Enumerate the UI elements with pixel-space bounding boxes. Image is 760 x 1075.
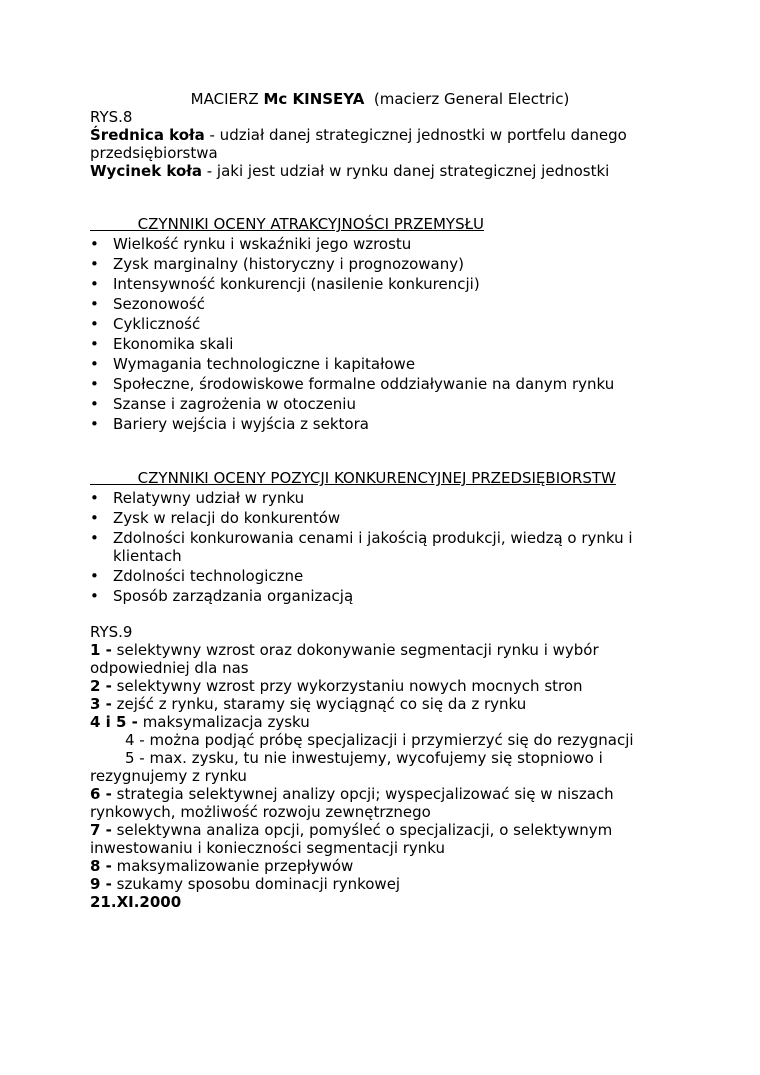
rys9-entry-cont: odpowiedniej dla nas bbox=[90, 659, 249, 677]
position-heading: CZYNNIKI OCENY POZYCJI KONKURENCYJNEJ PRZEDSIĘBIORSTW bbox=[90, 469, 616, 487]
rys9-entry bbox=[90, 677, 583, 695]
rys9-entry bbox=[90, 641, 599, 659]
bullet-icon: • bbox=[90, 489, 99, 507]
rys9-entry bbox=[90, 875, 400, 893]
attractiveness-item-text: Cykliczność bbox=[113, 315, 201, 333]
attractiveness-heading: CZYNNIKI OCENY ATRAKCYJNOŚCI PRZEMYSŁU bbox=[90, 215, 485, 233]
rys9-entry bbox=[90, 785, 614, 803]
attractiveness-item-text: Ekonomika skali bbox=[113, 335, 234, 353]
bullet-icon: • bbox=[90, 275, 99, 293]
entry-number: 7 - bbox=[90, 821, 112, 839]
bullet-icon: • bbox=[90, 355, 99, 373]
attractiveness-item-text: Wielkość rynku i wskaźniki jego wzrostu bbox=[113, 235, 412, 253]
attractiveness-item-text: Zysk marginalny (historyczny i prognozowany) bbox=[113, 255, 464, 273]
entry-number: 9 - bbox=[90, 875, 112, 893]
bullet-icon: • bbox=[90, 395, 99, 413]
srednica-def-cont: przedsiębiorstwa bbox=[90, 144, 218, 162]
rys9-entry bbox=[90, 821, 612, 839]
position-item-text: Sposób zarządzania organizacją bbox=[113, 587, 354, 605]
wycinek-term: Wycinek koła bbox=[90, 162, 202, 180]
rys9-entry-cont: rynkowych, możliwość rozwoju zewnętrznego bbox=[90, 803, 431, 821]
rys9-entry bbox=[90, 857, 353, 875]
bullet-icon: • bbox=[90, 415, 99, 433]
attractiveness-item-text: Społeczne, środowiskowe formalne oddziaływanie na danym rynku bbox=[113, 375, 615, 393]
rys9-sub-4: 4 - można podjąć próbę specjalizacji i przymierzyć się do rezygnacji bbox=[125, 731, 634, 749]
position-item-text: Zysk w relacji do konkurentów bbox=[113, 509, 341, 527]
document-date: 21.XI.2000 bbox=[90, 893, 182, 911]
entry-text: maksymalizowanie przepływów bbox=[111, 857, 354, 875]
wycinek-line bbox=[90, 162, 609, 180]
entry-text: szukamy sposobu dominacji rynkowej bbox=[111, 875, 401, 893]
bullet-icon: • bbox=[90, 529, 99, 547]
rys9-label: RYS.9 bbox=[90, 623, 133, 641]
entry-number: 1 - bbox=[90, 641, 112, 659]
rys9-entry-cont: inwestowaniu i konieczności segmentacji rynku bbox=[90, 839, 446, 857]
position-item-text: Zdolności konkurowania cenami i jakością produkcji, wiedzą o rynku i bbox=[113, 529, 633, 547]
srednica-line bbox=[90, 126, 627, 144]
wycinek-def: - jaki jest udział w rynku danej strategicznej jednostki bbox=[201, 162, 610, 180]
rys8-label: RYS.8 bbox=[90, 108, 133, 126]
rys9-entry bbox=[90, 695, 526, 713]
entry-text: strategia selektywnej analizy opcji; wyspecjalizować się w niszach bbox=[111, 785, 614, 803]
rys9-sub-5: 5 - max. zysku, tu nie inwestujemy, wycofujemy się stopniowo i bbox=[125, 749, 603, 767]
srednica-term: Średnica koła bbox=[90, 126, 205, 144]
entry-number: 4 i 5 - bbox=[90, 713, 138, 731]
entry-number: 6 - bbox=[90, 785, 112, 803]
attractiveness-item-text: Wymagania technologiczne i kapitałowe bbox=[113, 355, 416, 373]
bullet-icon: • bbox=[90, 587, 99, 605]
bullet-icon: • bbox=[90, 509, 99, 527]
entry-text: selektywny wzrost przy wykorzystaniu nowych mocnych stron bbox=[111, 677, 583, 695]
attractiveness-item-text: Bariery wejścia i wyjścia z sektora bbox=[113, 415, 369, 433]
position-item-text: Relatywny udział w rynku bbox=[113, 489, 305, 507]
entry-text: selektywny wzrost oraz dokonywanie segmentacji rynku i wybór bbox=[111, 641, 599, 659]
srednica-def: - udział danej strategicznej jednostki w portfelu danego bbox=[204, 126, 627, 144]
bullet-icon: • bbox=[90, 295, 99, 313]
title-bold: Mc KINSEYA bbox=[263, 90, 365, 108]
page-title bbox=[0, 90, 760, 109]
attractiveness-item-text: Sezonowość bbox=[113, 295, 205, 313]
bullet-icon: • bbox=[90, 235, 99, 253]
bullet-icon: • bbox=[90, 335, 99, 353]
bullet-icon: • bbox=[90, 567, 99, 585]
position-item-text: Zdolności technologiczne bbox=[113, 567, 304, 585]
attractiveness-item-text: Szanse i zagrożenia w otoczeniu bbox=[113, 395, 356, 413]
attractiveness-item-text: Intensywność konkurencji (nasilenie konkurencji) bbox=[113, 275, 480, 293]
entry-text: selektywna analiza opcji, pomyśleć o specjalizacji, o selektywnym bbox=[111, 821, 613, 839]
bullet-icon: • bbox=[90, 375, 99, 393]
bullet-icon: • bbox=[90, 255, 99, 273]
entry-number: 3 - bbox=[90, 695, 112, 713]
rys9-sub-5-cont: rezygnujemy z rynku bbox=[90, 767, 247, 785]
entry-number: 2 - bbox=[90, 677, 112, 695]
rys9-entry bbox=[90, 713, 310, 731]
bullet-icon: • bbox=[90, 315, 99, 333]
title-suffix: (macierz General Electric) bbox=[364, 90, 570, 108]
title-prefix: MACIERZ bbox=[190, 90, 264, 108]
entry-text: maksymalizacja zysku bbox=[137, 713, 310, 731]
position-item-cont: klientach bbox=[113, 547, 182, 565]
entry-number: 8 - bbox=[90, 857, 112, 875]
entry-text: zejść z rynku, staramy się wyciągnąć co się da z rynku bbox=[111, 695, 527, 713]
